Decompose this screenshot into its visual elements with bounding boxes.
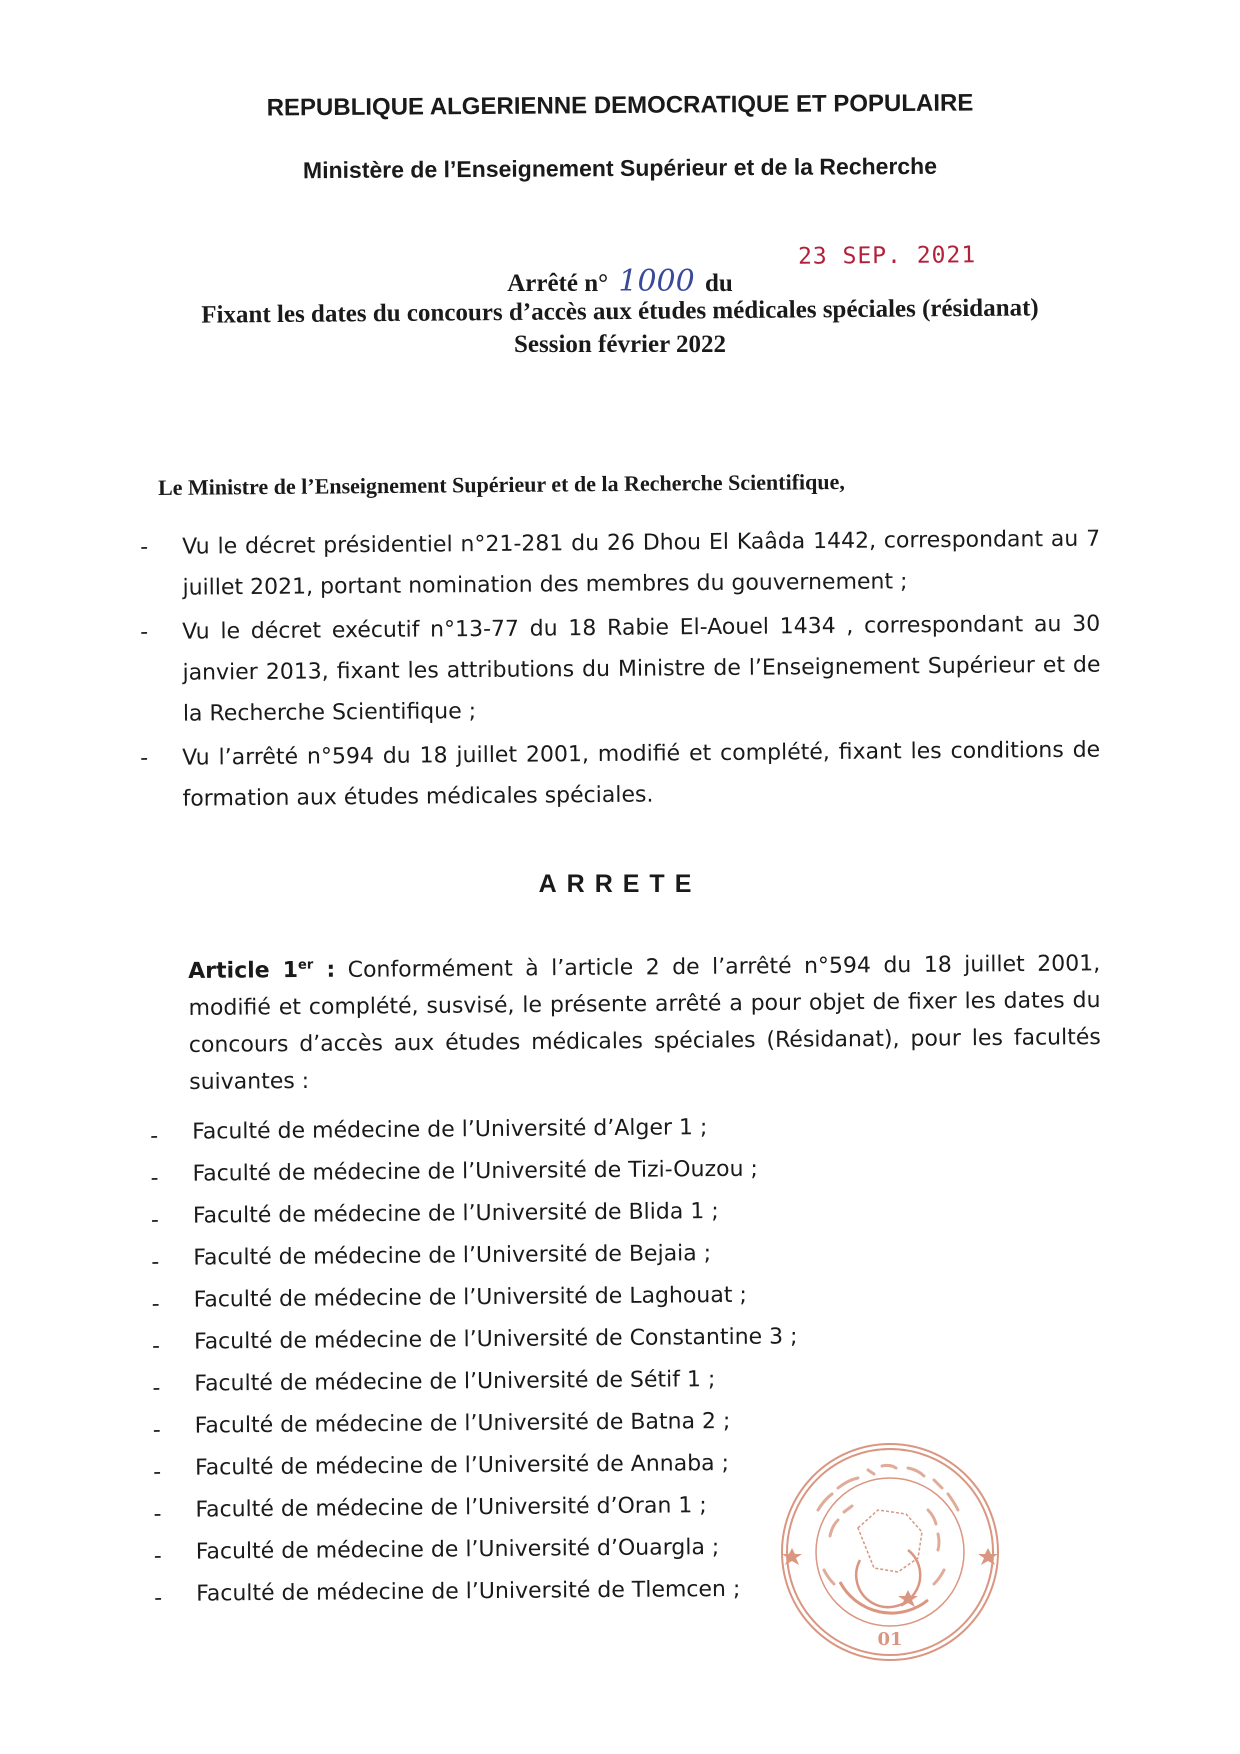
list-item: - Faculté de médecine de l’Université d’Oran 1 ; bbox=[153, 1493, 707, 1527]
article-label: Article 1er : bbox=[188, 957, 336, 985]
list-item: - Faculté de médecine de l’Université de Constantine 3 ; bbox=[151, 1324, 798, 1359]
official-seal-stamp bbox=[778, 1440, 1003, 1665]
consideration-text: Vu le décret exécutif n°13-77 du 18 Rabie El-Aouel 1434 , correspondant au 30 janvier 2013, fixant les attributions du Ministre de l’Enseignement Supérieur et de la Recherche Scientifique ; bbox=[182, 611, 1101, 727]
faculty-list bbox=[150, 1106, 800, 1616]
list-dash: - bbox=[140, 619, 149, 645]
decree-prefix: Arrêté n° bbox=[507, 270, 609, 297]
list-item: - Faculté de médecine de l’Université de Blida 1 ; bbox=[150, 1199, 719, 1233]
consideration-item bbox=[140, 519, 1101, 609]
list-dash: - bbox=[140, 534, 149, 560]
list-item: - Faculté de médecine de l’Université de Tizi-Ouzou ; bbox=[150, 1156, 758, 1191]
consideration-item bbox=[140, 730, 1101, 820]
article-1 bbox=[188, 940, 1101, 1101]
seal-number: 01 bbox=[877, 1629, 903, 1650]
decree-suffix: du bbox=[704, 270, 733, 297]
date-stamp: 23 SEP. 2021 bbox=[797, 242, 977, 270]
header-republic: REPUBLIQUE ALGERIENNE DEMOCRATIQUE ET POPULAIRE bbox=[266, 89, 974, 122]
list-item: - Faculté de médecine de l’Université de Laghouat ; bbox=[151, 1282, 747, 1317]
arrete-heading: ARRETE bbox=[538, 870, 702, 898]
decree-session: Session février 2022 bbox=[513, 331, 726, 358]
header-ministry: Ministère de l’Enseignement Supérieur et de la Recherche bbox=[302, 152, 938, 184]
list-item: - Faculté de médecine de l’Université de Sétif 1 ; bbox=[152, 1367, 716, 1401]
consideration-item bbox=[140, 604, 1101, 735]
list-item: - Faculté de médecine de l’Université de Bejaia ; bbox=[151, 1241, 712, 1275]
consideration-text: Vu le décret présidentiel n°21-281 du 26 Dhou El Kaâda 1442, correspondant au 7 juillet 2021, portant nomination des membres du gouvernement ; bbox=[182, 526, 1101, 601]
list-item: - Faculté de médecine de l’Université d’Alger 1 ; bbox=[150, 1115, 708, 1149]
list-item: - Faculté de médecine de l’Université de Tlemcen ; bbox=[154, 1576, 741, 1611]
list-item: - Faculté de médecine de l’Université d’Ouargla ; bbox=[153, 1535, 720, 1569]
consideration-text: Vu l’arrêté n°594 du 18 juillet 2001, modifié et complété, fixant les conditions de formation aux études médicales spéciales. bbox=[182, 737, 1101, 812]
list-item: - Faculté de médecine de l’Université de Batna 2 ; bbox=[152, 1408, 731, 1443]
decree-number-handwritten: 1000 bbox=[618, 264, 695, 299]
list-dash: - bbox=[140, 745, 149, 771]
list-item: - Faculté de médecine de l’Université de Annaba ; bbox=[153, 1450, 730, 1485]
article-text: Conformément à l’article 2 de l’arrêté n°594 du 18 juillet 2001, modifié et complété, susvisé, le présente arrêté a pour objet de fixer les dates du concours d’accès aux études médicales spéciales (Résidanat), pour les facultés suivantes : bbox=[188, 951, 1101, 1096]
minister-line: Le Ministre de l’Enseignement Supérieur et de la Recherche Scientifique, bbox=[157, 469, 845, 500]
decree-subject: Fixant les dates du concours d’accès aux études médicales spéciales (résidanat) bbox=[201, 294, 1039, 329]
